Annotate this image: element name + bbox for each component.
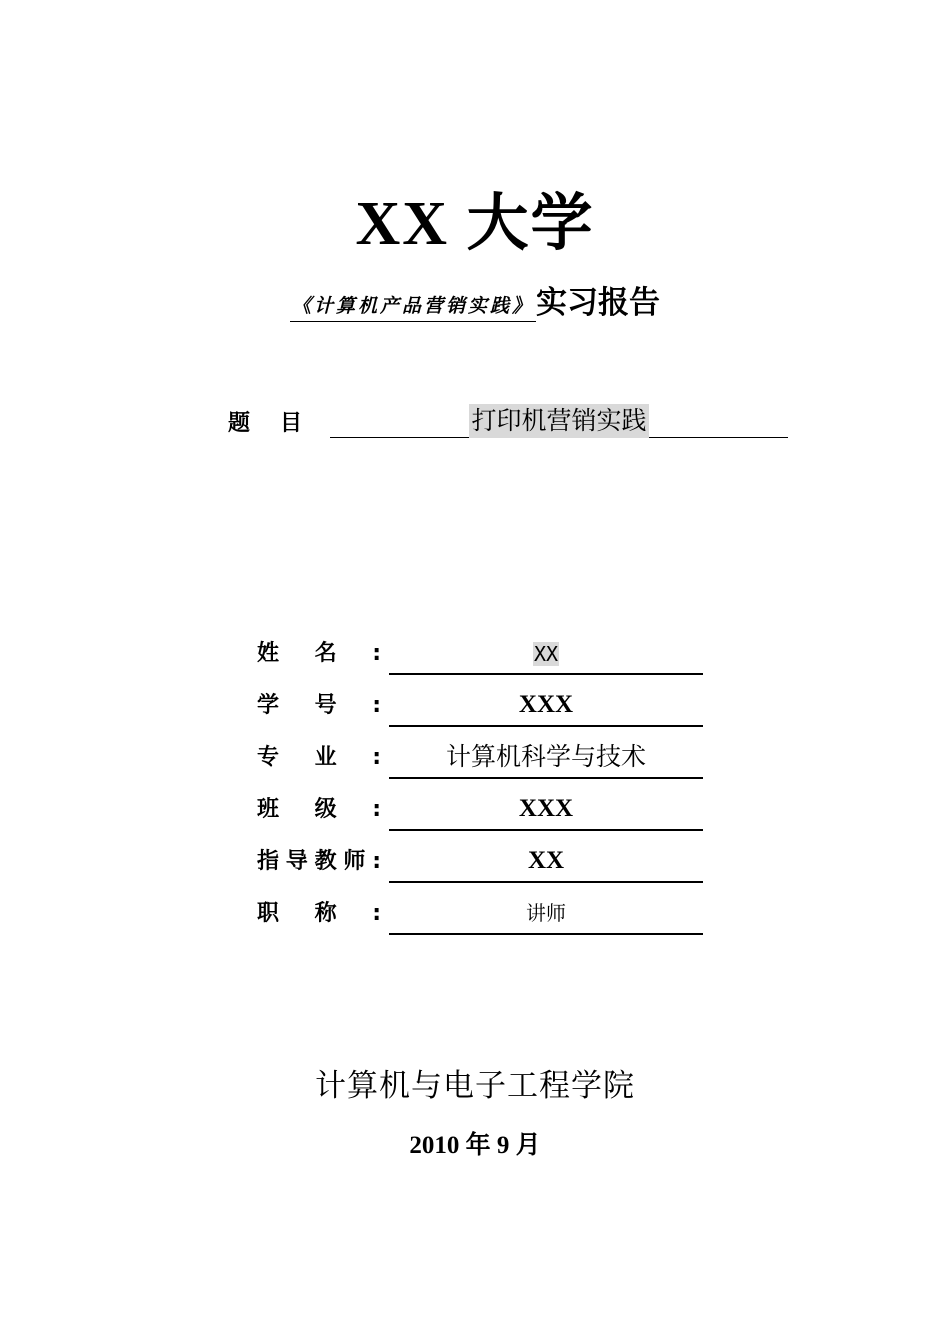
report-title bbox=[0, 280, 950, 322]
info-underline bbox=[389, 933, 703, 935]
info-underline bbox=[389, 777, 703, 779]
info-row-class bbox=[257, 786, 703, 838]
info-label: 专业: bbox=[257, 745, 381, 770]
info-value: 讲师 bbox=[526, 901, 566, 925]
info-value: XX bbox=[533, 642, 559, 666]
info-underline bbox=[389, 829, 703, 831]
info-underline bbox=[389, 881, 703, 883]
info-value: XX bbox=[527, 847, 565, 874]
info-value: 计算机科学与技术 bbox=[445, 742, 646, 771]
topic-label: 题目 bbox=[228, 411, 333, 436]
info-row-advisor bbox=[257, 838, 703, 890]
report-type: 实习报告 bbox=[536, 285, 660, 321]
info-value: XXX bbox=[518, 691, 574, 718]
info-row-title bbox=[257, 890, 703, 942]
course-name: 《计算机产品营销实践》 bbox=[290, 291, 536, 322]
info-row-name bbox=[257, 630, 703, 682]
university-title: XX 大学 bbox=[355, 190, 595, 258]
info-label: 班级: bbox=[257, 797, 381, 822]
topic-value-container bbox=[330, 404, 788, 438]
info-underline bbox=[389, 725, 703, 727]
info-label: 指导教师: bbox=[257, 849, 381, 874]
info-value: XXX bbox=[518, 795, 574, 822]
info-row-student-id bbox=[257, 682, 703, 734]
topic-value: 打印机营销实践 bbox=[469, 404, 648, 438]
report-date: 2010 年 9 月 bbox=[409, 1132, 541, 1159]
college-name: 计算机与电子工程学院 bbox=[315, 1068, 635, 1104]
info-label: 学号: bbox=[257, 693, 381, 718]
info-label: 职称: bbox=[257, 901, 381, 926]
info-underline bbox=[389, 673, 703, 675]
info-value-container bbox=[389, 636, 703, 671]
info-label: 姓名: bbox=[257, 641, 381, 666]
info-row-major bbox=[257, 734, 703, 786]
